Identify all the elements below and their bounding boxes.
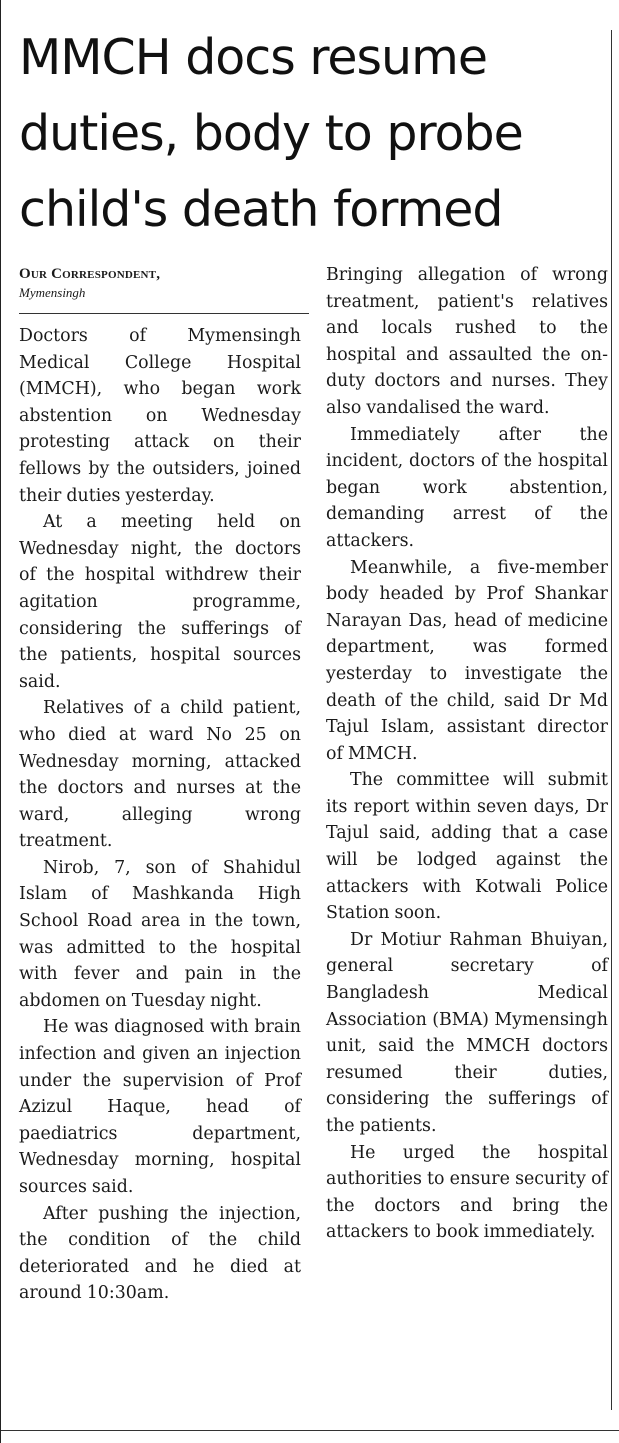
paragraph: Dr Motiur Rahman Bhuiyan, general secretary of Bangladesh Medical Association (BMA) Mymensingh unit, said the MMCH doctors resumed their duties, considering the sufferings of the patients.	[326, 929, 608, 1136]
article-column-left	[19, 323, 301, 1307]
bottom-border-rule	[1, 1430, 619, 1431]
byline	[19, 264, 309, 302]
paragraph: Immediately after the incident, doctors of the hospital began work abstention, demanding arrest of the attackers.	[326, 424, 608, 551]
byline-author: Our Correspondent,	[19, 266, 161, 282]
paragraph: Relatives of a child patient, who died at ward No 25 on Wednesday morning, attacked the doctors and nurses at the ward, alleging wrong treatment.	[19, 698, 301, 852]
paragraph: Meanwhile, a five-member body headed by Prof Shankar Narayan Das, head of medicine department, was formed yesterday to investigate the death of the child, said Dr Md Tajul Islam, assistant director of MMCH.	[326, 557, 608, 764]
paragraph: After pushing the injection, the condition of the child deteriorated and he died at around 10:30am.	[19, 1203, 301, 1304]
article-headline: MMCH docs resume duties, body to probe child's death formed	[19, 29, 523, 238]
paragraph: Doctors of Mymensingh Medical College Hospital (MMCH), who began work abstention on Wednesday protesting attack on their fellows by the outsiders, joined their duties yesterday.	[19, 326, 301, 506]
byline-divider	[19, 313, 309, 314]
paragraph: Nirob, 7, son of Shahidul Islam of Mashkanda High School Road area in the town, was admitted to the hospital with fever and pain in the abdomen on Tuesday night.	[19, 857, 301, 1011]
paragraph: Bringing allegation of wrong treatment, patient's relatives and locals rushed to the hospital and assaulted the on-duty doctors and nurses. They also vandalised the ward.	[326, 265, 608, 418]
paragraph: He was diagnosed with brain infection and given an injection under the supervision of Prof Azizul Haque, head of paediatrics department, Wednesday morning, hospital sources said.	[19, 1017, 301, 1197]
paragraph: At a meeting held on Wednesday night, the doctors of the hospital withdrew their agitation programme, considering the sufferings of the patients, hospital sources said.	[19, 512, 301, 692]
right-border-rule	[611, 30, 612, 1410]
article-column-right	[326, 262, 608, 1246]
byline-dateline: Mymensingh	[19, 285, 86, 300]
paragraph: He urged the hospital authorities to ensure security of the doctors and bring the attackers to book immediately.	[326, 1142, 608, 1243]
paragraph: The committee will submit its report within seven days, Dr Tajul said, adding that a case will be lodged against the attackers with Kotwali Police Station soon.	[326, 770, 608, 924]
